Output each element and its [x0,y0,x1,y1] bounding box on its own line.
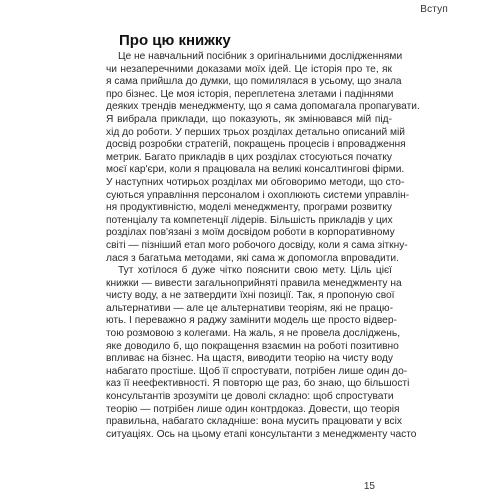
text-line: У наступних чотирьох розділах ми обговоримо методи, що сто- [106,176,405,188]
text-line: про бізнес. Це моя історія, переплетена злетами і падіннями [106,88,394,100]
text-line: чисту воду, а не затвердити їхні позиції. Так, я пропоную свої [106,290,395,302]
text-line: досвід розробки стратегій, покращень процесів і впровадження [106,139,406,151]
text-line: потенціалу та компетенції лідерів. Більшість прикладів у цих [106,214,393,226]
text-line: розділах пов'язані з моїм досвідом роботи в корпоративному [106,227,395,239]
text-line: лася з багатьма методами, які сама ж допомогла впровадити. [106,252,399,264]
text-line: деяких трендів менеджменту, що я сама допомагала пропагувати. [106,101,420,113]
text-line: книжки — вивести загальноприйняті правила менеджменту на [106,277,402,289]
text-line: яке доводило б, що покращення взаємин на роботі позитивно [106,340,399,352]
paragraph-1 [106,51,420,265]
text-line: Я вибрала приклади, що показують, як змінювався мій під- [106,113,392,125]
text-line: Це не навчальний посібник з оригінальними дослідженнями [118,51,403,62]
text-line: альтернативи — але це альтернативи теоріям, які не працю- [106,302,393,314]
text-line: суються управління персоналом і охоплюють системи управлін- [106,189,410,201]
text-line: ня продуктивністю, моделі менеджменту, програми розвитку [106,202,392,214]
text-line: каз її неефективності. Я повторю ще раз, бо знаю, що більшості [106,378,410,390]
running-header: Вступ [420,4,448,15]
paragraph-2 [106,265,417,441]
text-line: тою розмовою з колегами. На жаль, я не провела досліджень, [106,328,401,340]
text-line: моєї кар'єри, коли я працювала на великі консалтингові фірми. [106,164,405,176]
text-line: консультантів зрозуміти це доволі складно: щоб спростувати [106,391,394,403]
text-line: ситуаціях. Ось на цьому етапі консультанти з менеджменту часто [106,428,417,440]
section-title: Про цю книжку [119,32,231,49]
text-line: набагато простіше. Щоб її спростувати, потрібен лише один до- [106,365,408,377]
body-text [106,51,420,441]
text-line: світі — пізніший етап мого робочого досвіду, коли я сама зіткну- [106,239,408,251]
text-line: впливає на бізнес. На щастя, виводити теорію на чисту воду [106,353,393,365]
text-line: правильна, набагато складніше: вона мусить працювати у всіх [106,416,402,428]
page-number: 15 [363,481,375,492]
text-line: хід до роботи. У перших трьох розділах детально описаний мій [106,126,405,138]
text-line: ють. І переважно я раджу замінити модель ще просто відвер- [106,315,397,327]
text-line: я сама прийшла до думки, що помилялася в усьому, що знала [106,76,402,88]
text-line: чи незаперечними доказами моїх ідей. Це історія про те, як [106,63,392,75]
text-line: метрик. Багато прикладів в цих розділах стосуються початку [106,151,392,163]
text-line: теорію — потрібен лише один контрдоказ. Довести, що теорія [106,403,400,415]
text-line: Тут хотілося б дуже чітко пояснити свою мету. Ціль цієї [118,265,392,277]
